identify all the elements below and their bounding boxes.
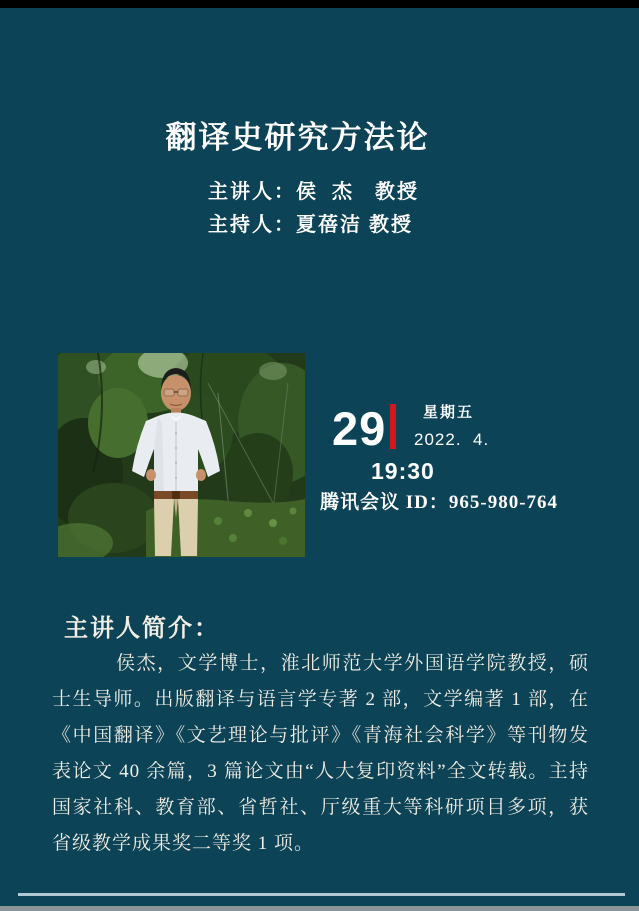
speaker-photo [58,353,305,557]
event-weekday: 星期五 [423,404,475,421]
event-year-month: 2022. 4. [414,430,490,449]
bio-paragraph: 侯杰，文学博士，淮北师范大学外国语学院教授，硕士生导师。出版翻译与语言学专著 2 部，文学编著 1 部，在《中国翻译》《文艺理论与批评》《青海社会科学》等刊物发表论文 40 余篇，3 篇论文由“人大复印资料”全文转载。主持国家社科、教育部、省哲社、厅级重大等科研项目多项，获省级教学成果奖二等奖 1 项。 [52,653,589,854]
speaker-line: 主讲人：侯 杰 教授 [208,181,419,203]
host-line: 主持人：夏蓓洁 教授 [208,214,413,236]
speaker-block [208,182,419,248]
page-title: 翻译史研究方法论 [165,120,430,155]
bottom-gray-bar [0,906,639,911]
bottom-divider-line [18,893,625,896]
event-day: 29 [332,402,387,455]
red-accent-bar [390,404,396,449]
speaker-photo-illustration [58,353,305,557]
meeting-id-line: 腾讯会议 ID：965-980-764 [320,492,559,513]
top-black-bar [0,0,639,8]
event-time: 19:30 [371,458,435,484]
bio-heading: 主讲人简介： [64,616,220,642]
